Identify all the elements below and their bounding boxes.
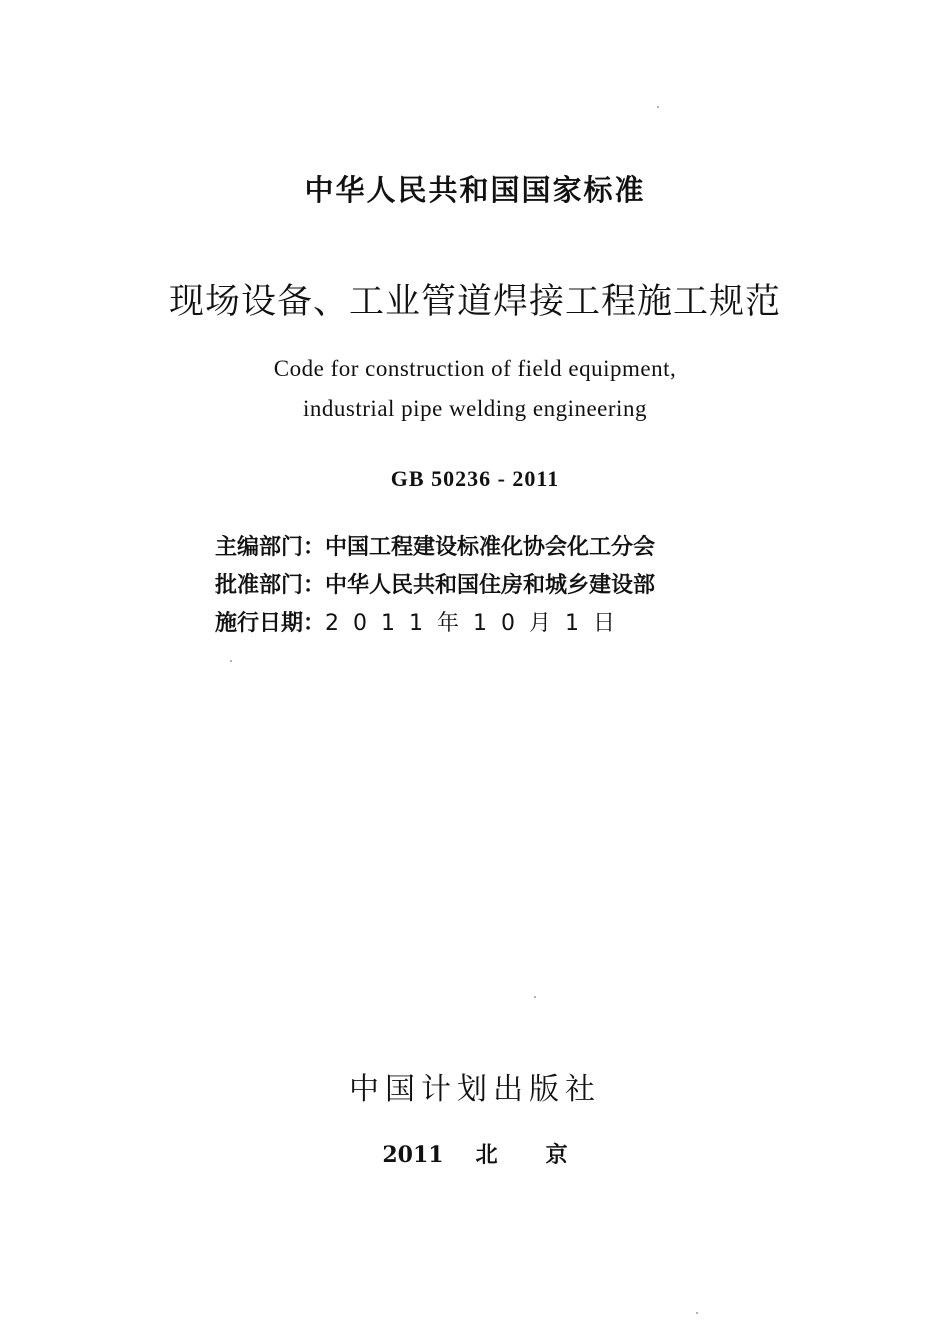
effective-date-label: 施行日期： [215,611,326,636]
english-title-line-2: industrial pipe welding engineering [303,396,647,421]
metadata-block [215,532,755,646]
english-title-line-1: Code for construction of field equipment, [273,356,677,381]
approver-label: 批准部门： [215,573,326,598]
publication-city-part-1: 北 [475,1142,498,1168]
scan-speck [696,1312,698,1314]
approver-value: 中华人民共和国住房和城乡建设部 [325,573,656,598]
standard-code: GB 50236 - 2011 [390,466,560,491]
scan-speck [230,660,232,662]
publication-city-part-2: 京 [545,1142,568,1168]
publisher-name: 中国计划出版社 [349,1072,601,1107]
chinese-title: 现场设备、工业管道焊接工程施工规范 [168,282,781,322]
scan-speck [534,996,536,998]
approver-row [215,570,755,608]
effective-date-value: 2011年10月1日 [325,611,629,636]
editor-row [215,532,755,570]
publication-place-year [0,1138,950,1169]
editor-label: 主编部门： [215,535,326,560]
scan-speck [657,106,659,108]
national-standard-heading: 中华人民共和国国家标准 [304,173,646,207]
publication-year: 2011 [382,1142,444,1168]
effective-date-row [215,608,755,646]
editor-value: 中国工程建设标准化协会化工分会 [325,535,656,560]
